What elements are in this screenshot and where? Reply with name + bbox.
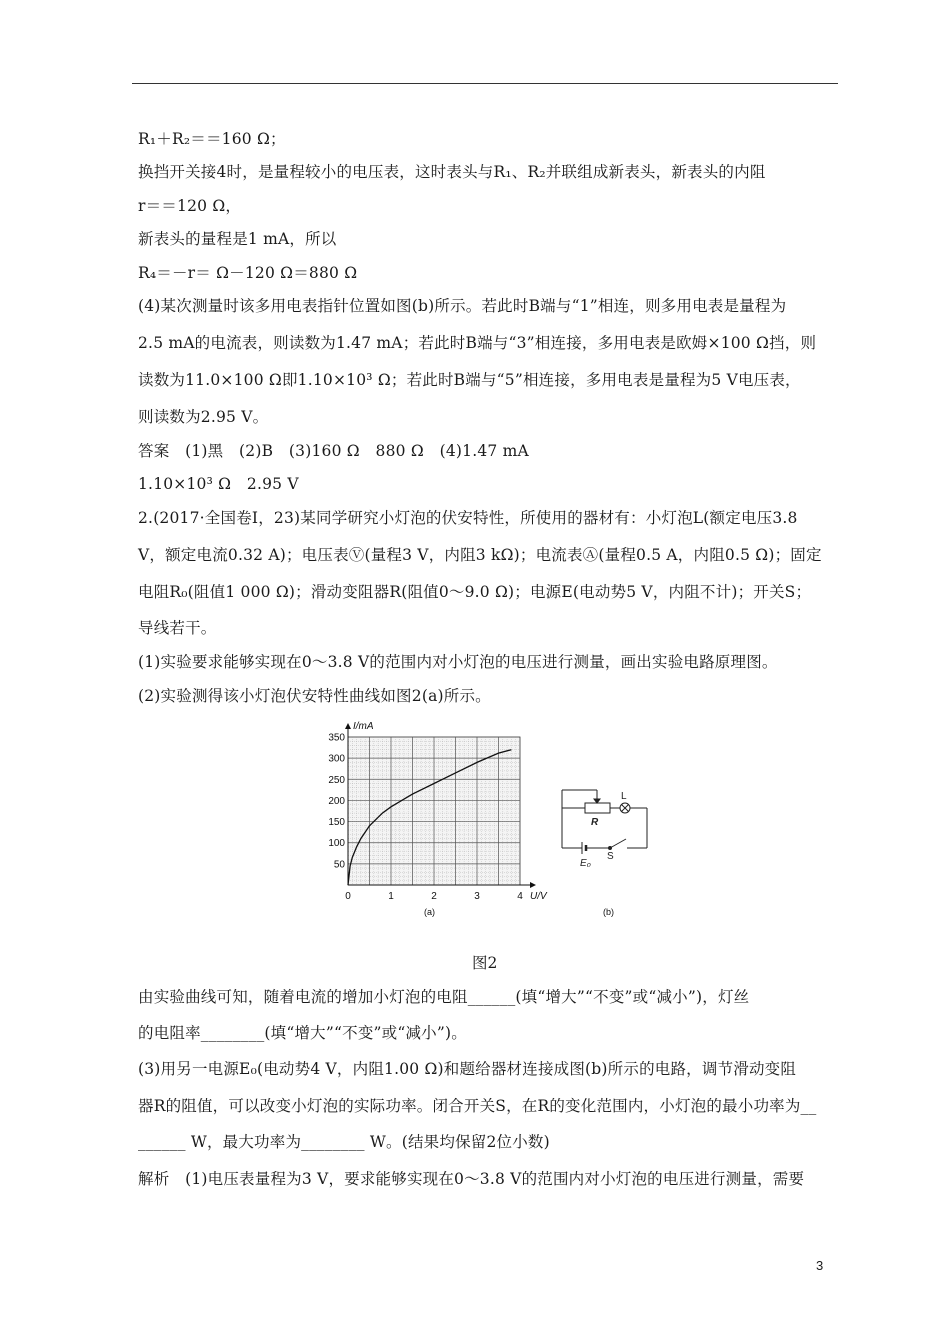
- text-line: (4)某次测量时该多用电表指针位置如图(b)所示。若此时B端与“1”相连，则多用电表是量程为: [138, 297, 787, 315]
- rheostat-symbol: [585, 803, 610, 813]
- switch-pivot: [609, 847, 612, 850]
- chart-y-tick-label: 300: [328, 753, 345, 765]
- chart-y-axis-label: I/mA: [353, 721, 374, 732]
- page-number: 3: [816, 1258, 824, 1273]
- circuit-diagram-b: [562, 790, 647, 869]
- text-line: R₄＝－r＝ Ω－120 Ω＝880 Ω: [138, 264, 358, 282]
- question-line: V，额定电流0.32 A)；电压表Ⓥ(量程3 V，内阻3 kΩ)；电流表Ⓐ(量程0.5 A，内阻0.5 Ω)；固定: [138, 546, 822, 564]
- chart-y-tick-label: 200: [328, 795, 345, 807]
- question-line: (2)实验测得该小灯泡伏安特性曲线如图2(a)所示。: [138, 687, 491, 705]
- chart-y-axis-arrow: [345, 723, 351, 729]
- answer-line: 1.10×10³ Ω 2.95 V: [138, 475, 299, 493]
- chart-x-tick-label: 0: [345, 891, 351, 902]
- text-line: 则读数为2.95 V。: [138, 408, 269, 426]
- question-line: (3)用另一电源E₀(电动势4 V，内阻1.00 Ω)和题给器材连接成图(b)所示的电路，调节滑动变阻: [138, 1060, 797, 1078]
- label-rheostat: R: [591, 817, 599, 828]
- chart-y-tick-label: 150: [328, 817, 345, 829]
- text-line: 新表头的量程是1 mA，所以: [138, 230, 337, 248]
- label-source: E₀: [580, 858, 591, 869]
- question-line: ______ W，最大功率为________ W。(结果均保留2位小数): [138, 1133, 550, 1151]
- label-switch: S: [607, 851, 614, 862]
- subfigure-label-b: (b): [603, 907, 614, 917]
- text-line: R₁＋R₂＝＝160 Ω；: [138, 130, 286, 148]
- chart-x-tick-label: 2: [431, 891, 437, 902]
- header-rule: [132, 83, 838, 84]
- answer-line: 答案 (1)黑 (2)B (3)160 Ω 880 Ω (4)1.47 mA: [138, 442, 529, 460]
- chart-y-tick-label: 250: [328, 774, 345, 786]
- text-line: 换挡开关接4时，是量程较小的电压表，这时表头与R₁、R₂并联组成新表头，新表头的内阻: [138, 163, 766, 181]
- question-line: 电阻R₀(阻值1 000 Ω)；滑动变阻器R(阻值0～9.0 Ω)；电源E(电动势5 V，内阻不计)；开关S；: [138, 583, 812, 601]
- chart-x-tick-label: 1: [388, 891, 394, 902]
- figure-svg: [320, 715, 660, 930]
- chart-x-axis-arrow: [530, 882, 536, 888]
- slider-arrow-head: [594, 799, 600, 803]
- chart-x-axis-label: U/V: [530, 891, 547, 902]
- chart-y-tick-label: 50: [333, 859, 345, 871]
- label-lamp: L: [621, 791, 627, 802]
- question-line: 器R的阻值，可以改变小灯泡的实际功率。闭合开关S，在R的变化范围内，小灯泡的最小功率为__: [138, 1097, 817, 1115]
- text-line: 由实验曲线可知，随着电流的增加小灯泡的电阻______(填“增大”“不变”或“减小”)，灯丝: [138, 988, 750, 1006]
- chart-y-tick-label: 350: [328, 732, 345, 744]
- subfigure-label-a: (a): [424, 907, 435, 917]
- chart-x-tick-label: 3: [474, 891, 480, 902]
- question-line: (1)实验要求能够实现在0～3.8 V的范围内对小灯泡的电压进行测量，画出实验电路原理图。: [138, 653, 778, 671]
- solution-line: 解析 (1)电压表量程为3 V，要求能够实现在0～3.8 V的范围内对小灯泡的电压进行测量，需要: [138, 1170, 805, 1188]
- text-line: r＝＝120 Ω，: [138, 197, 242, 215]
- switch-blade: [610, 839, 626, 848]
- question-line: 导线若干。: [138, 619, 217, 637]
- figure-caption: 图2: [472, 954, 498, 972]
- chart-y-tick-label: 100: [328, 838, 345, 850]
- question-line: 2.(2017·全国卷Ⅰ，23)某同学研究小灯泡的伏安特性，所使用的器材有：小灯泡L(额定电压3.8: [138, 509, 798, 527]
- figure-2: [320, 715, 660, 930]
- text-line: 2.5 mA的电流表，则读数为1.47 mA；若此时B端与“3”相连接，多用电表是欧姆×100 Ω挡，则: [138, 334, 817, 352]
- text-line: 的电阻率________(填“增大”“不变”或“减小”)。: [138, 1024, 467, 1042]
- text-line: 读数为11.0×100 Ω即1.10×10³ Ω；若此时B端与“5”相连接，多用电表是量程为5 V电压表，: [138, 371, 801, 389]
- chart-x-tick-label: 4: [517, 891, 523, 902]
